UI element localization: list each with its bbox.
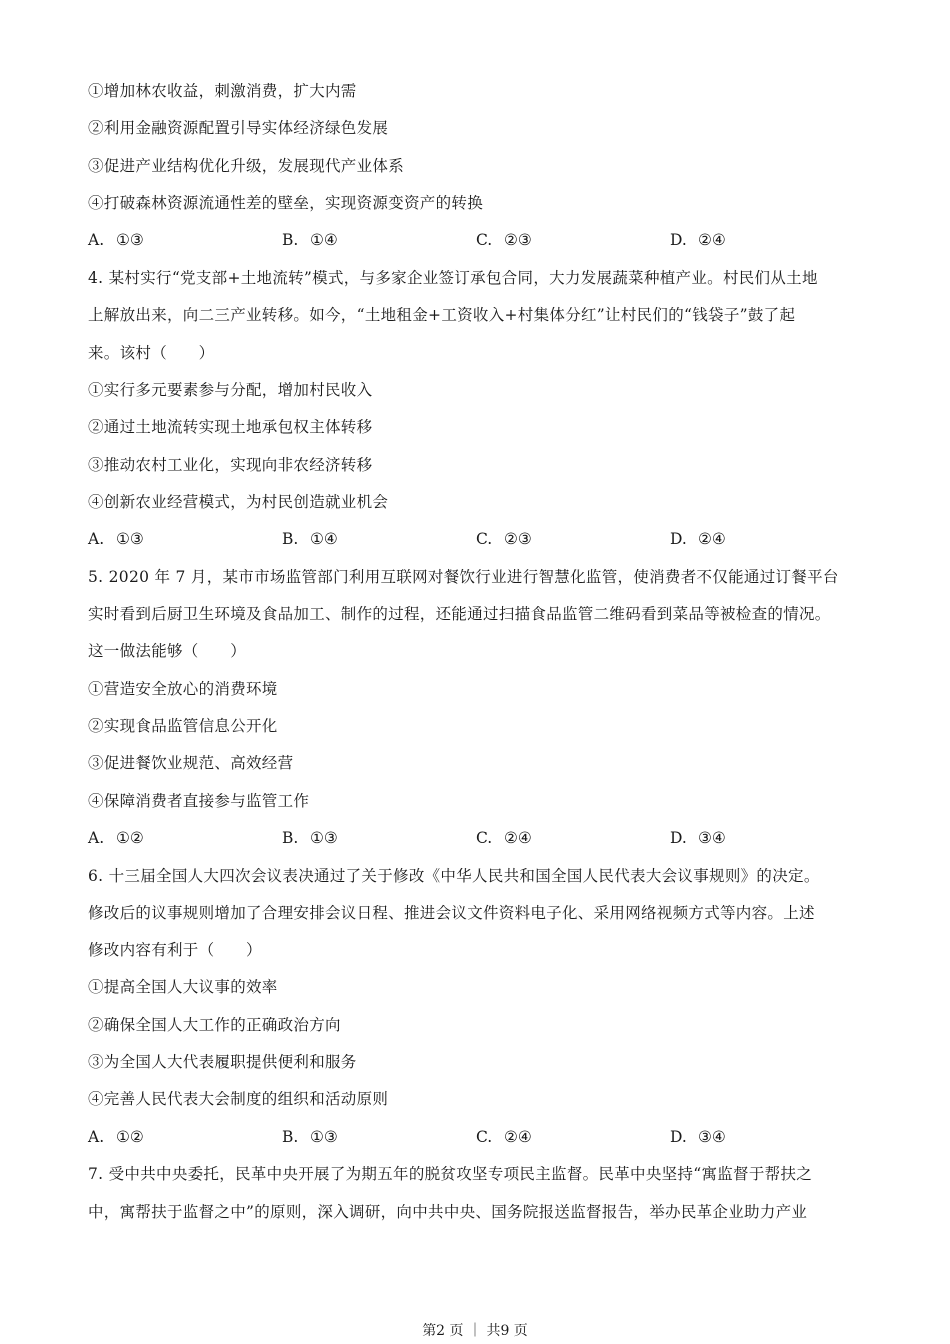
q5-stem-line-2: 实时看到后厨卫生环境及食品加工、制作的过程，还能通过扫描食品监管二维码看到菜品等被检查的情况。 <box>88 605 831 623</box>
q5-stem-line-3: 这一做法能够（ ） <box>88 642 247 660</box>
q3-options <box>88 230 878 250</box>
q5-stem-line-1: 5. 2020 年 7 月，某市市场监管部门利用互联网对餐饮行业进行智慧化监管，使消费者不仅能通过订餐平台 <box>88 568 839 586</box>
q5-item-2: ②实现食品监管信息公开化 <box>88 717 278 735</box>
q6-option-c[interactable]: C. ②④ <box>476 1128 532 1146</box>
page-footer: 第2 页 ｜ 共9 页 <box>422 1323 528 1339</box>
q5-item-1: ①营造安全放心的消费环境 <box>88 680 278 698</box>
q4-option-d[interactable]: D. ②④ <box>670 530 726 548</box>
q3-item-4: ④打破森林资源流通性差的壁垒，实现资源变资产的转换 <box>88 194 484 212</box>
q4-stem-line-2: 上解放出来，向二三产业转移。如今，“土地租金+工资收入+村集体分红”让村民们的“钱袋子”鼓了起 <box>88 306 796 324</box>
q3-item-1: ①增加林农收益，刺激消费，扩大内需 <box>88 82 357 100</box>
q4-option-b[interactable]: B. ①④ <box>282 530 338 548</box>
q5-option-c[interactable]: C. ②④ <box>476 829 532 847</box>
q4-stem-line-1: 4. 某村实行“党支部+土地流转”模式，与多家企业签订承包合同，大力发展蔬菜种植产业。村民们从土地 <box>88 269 818 287</box>
q4-stem-line-3: 来。该村（ ） <box>88 344 215 362</box>
q6-item-4: ④完善人民代表大会制度的组织和活动原则 <box>88 1090 389 1108</box>
q6-option-d[interactable]: D. ③④ <box>670 1128 726 1146</box>
q6-option-b[interactable]: B. ①③ <box>282 1128 338 1146</box>
q6-option-a[interactable]: A. ①② <box>88 1128 144 1146</box>
q6-stem-line-2: 修改后的议事规则增加了合理安排会议日程、推进会议文件资料电子化、采用网络视频方式等内容。上述 <box>88 904 815 922</box>
q4-item-3: ③推动农村工业化，实现向非农经济转移 <box>88 456 373 474</box>
q3-option-b[interactable]: B. ①④ <box>282 231 338 249</box>
q3-option-d[interactable]: D. ②④ <box>670 231 726 249</box>
q4-item-2: ②通过土地流转实现土地承包权主体转移 <box>88 418 373 436</box>
q5-options <box>88 828 878 848</box>
q5-option-a[interactable]: A. ①② <box>88 829 144 847</box>
q4-options <box>88 529 878 549</box>
q7-stem-line-2: 中，寓帮扶于监督之中”的原则，深入调研，向中共中央、国务院报送监督报告，举办民革企业助力产业 <box>88 1203 808 1221</box>
q4-item-1: ①实行多元要素参与分配，增加村民收入 <box>88 381 373 399</box>
q3-option-c[interactable]: C. ②③ <box>476 231 532 249</box>
q6-stem-line-3: 修改内容有利于（ ） <box>88 941 262 959</box>
q6-item-1: ①提高全国人大议事的效率 <box>88 978 278 996</box>
q7-stem-line-1: 7. 受中共中央委托，民革中央开展了为期五年的脱贫攻坚专项民主监督。民革中央坚持“寓监督于帮扶之 <box>88 1165 813 1183</box>
q6-stem-line-1: 6. 十三届全国人大四次会议表决通过了关于修改《中华人民共和国全国人民代表大会议事规则》的决定。 <box>88 867 820 885</box>
q5-item-4: ④保障消费者直接参与监管工作 <box>88 792 310 810</box>
q5-option-b[interactable]: B. ①③ <box>282 829 338 847</box>
q3-item-3: ③促进产业结构优化升级，发展现代产业体系 <box>88 157 405 175</box>
q6-options <box>88 1127 878 1147</box>
q4-option-a[interactable]: A. ①③ <box>88 530 144 548</box>
q4-option-c[interactable]: C. ②③ <box>476 530 532 548</box>
q3-option-a[interactable]: A. ①③ <box>88 231 144 249</box>
q3-item-2: ②利用金融资源配置引导实体经济绿色发展 <box>88 119 389 137</box>
q5-option-d[interactable]: D. ③④ <box>670 829 726 847</box>
q6-item-2: ②确保全国人大工作的正确政治方向 <box>88 1016 341 1034</box>
q5-item-3: ③促进餐饮业规范、高效经营 <box>88 754 294 772</box>
q4-item-4: ④创新农业经营模式，为村民创造就业机会 <box>88 493 389 511</box>
q6-item-3: ③为全国人大代表履职提供便利和服务 <box>88 1053 357 1071</box>
